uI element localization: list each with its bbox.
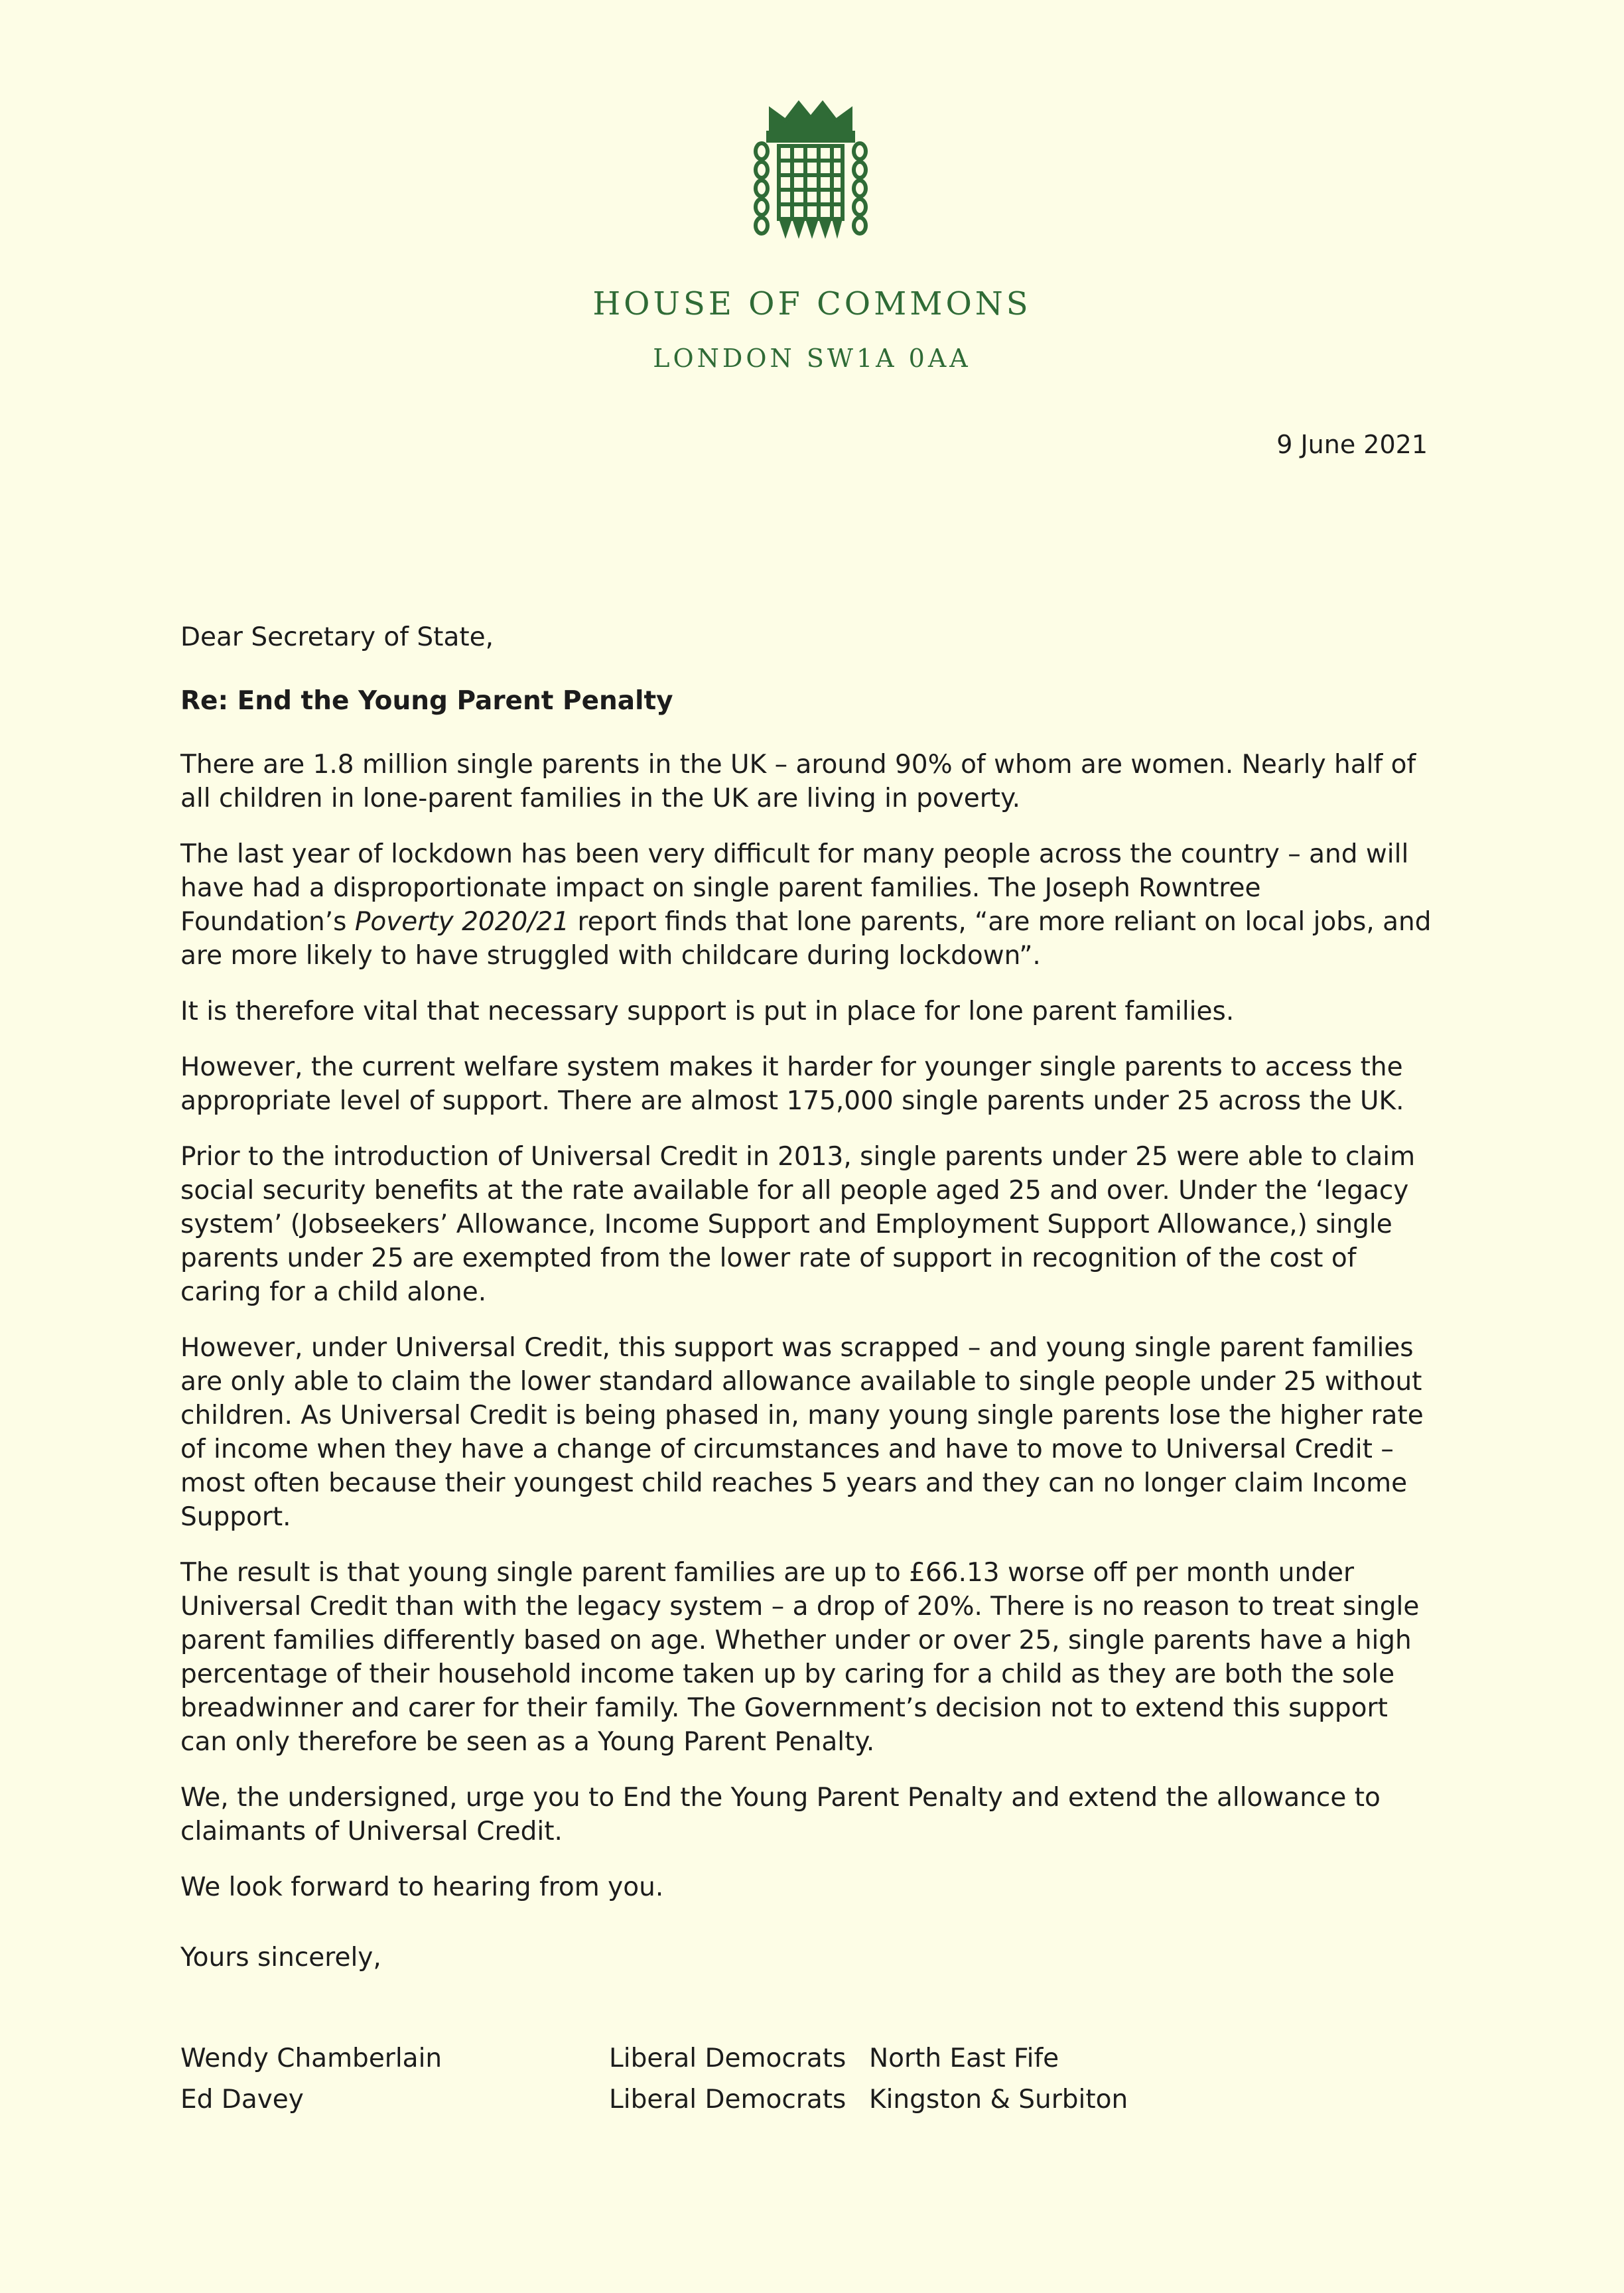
letter-body xyxy=(180,620,1433,1975)
paragraph: Prior to the introduction of Universal Credit in 2013, single parents under 25 were able to claim social security benefits at the rate available for all people aged 25 and over. Under the ‘legacy system’ (Jobseekers’ Allowance, Income Support and Employment Support Allowance,) single parents under 25 are exempted from the lower rate of support in recognition of the cost of caring for a child alone. xyxy=(180,1142,1416,1307)
sign-off: Yours sincerely, xyxy=(180,1943,381,1973)
signatory-constituency: North East Fife xyxy=(869,2044,1059,2073)
portcullis-icon xyxy=(744,98,877,248)
paragraph: The result is that young single parent families are up to £66.13 worse off per month under Universal Credit than with the legacy system – a drop of 20%. There is no reason to treat single parent families differently based on age. Whether under or over 25, single parents have a high percentage of their household income taken up by caring for a child as they are both the sole breadwinner and carer for their family. The Government’s decision not to extend this support can only therefore be seen as a Young Parent Penalty. xyxy=(180,1558,1420,1757)
organization-address: LONDON SW1A 0AA xyxy=(653,344,971,373)
signatory-row xyxy=(180,2038,1128,2079)
paragraph: We, the undersigned, urge you to End the Young Parent Penalty and extend the allowance to claimants of Universal Credit. xyxy=(180,1783,1381,1846)
organization-name: HOUSE OF COMMONS xyxy=(592,285,1032,322)
signatory-name: Ed Davey xyxy=(180,2085,304,2115)
paragraph: However, under Universal Credit, this support was scrapped – and young single parent families are only able to claim the lower standard allowance available to single people under 25 without children. As Universal Credit is being phased in, many young single parents lose the higher rate of income when they have a change of circumstances and have to move to Universal Credit – most often because their youngest child reaches 5 years and they can no longer claim Income Support. xyxy=(180,1333,1424,1532)
letter-date: 9 June 2021 xyxy=(1276,430,1428,459)
report-title: Poverty 2020/21 xyxy=(354,907,570,937)
paragraph: However, the current welfare system makes it harder for younger single parents to access the appropriate level of support. There are almost 175,000 single parents under 25 across the UK. xyxy=(180,1052,1404,1116)
signatory-party: Liberal Democrats xyxy=(609,2044,846,2073)
signatory-name: Wendy Chamberlain xyxy=(180,2044,442,2073)
signatory-party: Liberal Democrats xyxy=(609,2085,846,2115)
paragraph: There are 1.8 million single parents in the UK – around 90% of whom are women. Nearly half of all children in lone-parent families in the UK are living in poverty. xyxy=(180,750,1416,813)
paragraph-text: report finds that lone parents, “are more reliant on local jobs, and are more likely to have struggled with childcare during lockdown”. xyxy=(180,907,1432,971)
salutation: Dear Secretary of State, xyxy=(180,622,494,652)
paragraph xyxy=(180,837,1433,973)
paragraph-text: The last year of lockdown has been very difficult for many people across the country – and will have had a disproportionate impact on single parent families. The Joseph Rowntree Foundation’s xyxy=(180,839,1409,937)
signatory-row xyxy=(180,2079,1128,2120)
signatories xyxy=(180,2038,1128,2120)
paragraph: It is therefore vital that necessary support is put in place for lone parent families. xyxy=(180,997,1235,1026)
signatory-constituency: Kingston & Surbiton xyxy=(869,2085,1128,2115)
closing-line: We look forward to hearing from you. xyxy=(180,1872,664,1902)
subject-line: Re: End the Young Parent Penalty xyxy=(180,686,673,716)
